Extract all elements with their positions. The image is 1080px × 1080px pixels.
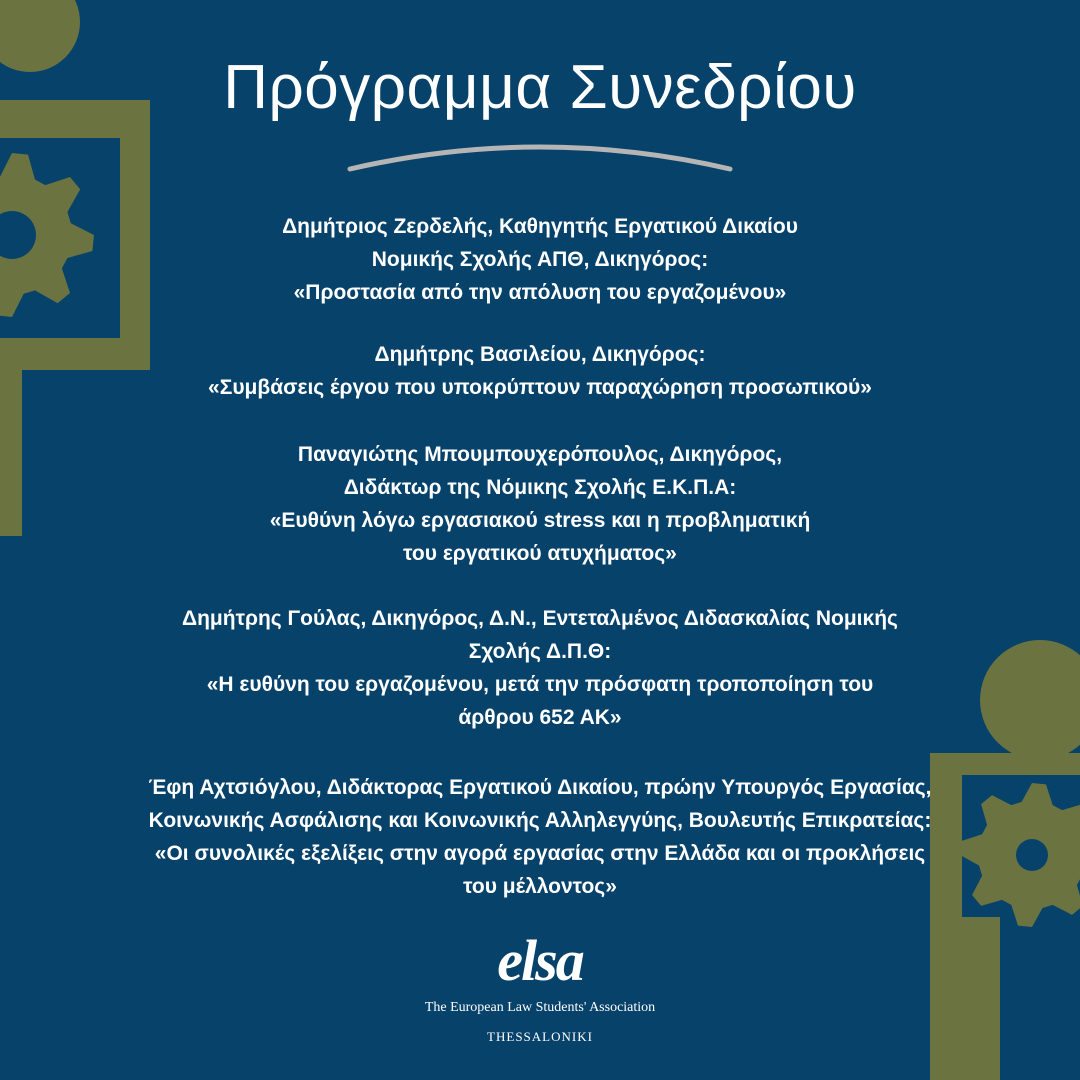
elsa-logo [390, 930, 690, 1046]
talk-title: «Προστασία από την απόλυση του εργαζομένου» [293, 281, 787, 304]
speaker-block [80, 338, 1000, 404]
speaker-block [80, 438, 1000, 570]
speaker-line: Δημήτρης Βασιλείου, Δικηγόρος: [374, 343, 706, 366]
speaker-line: Παναγιώτης Μπουμπουχερόπουλος, Δικηγόρος, [297, 443, 783, 466]
speaker-block [80, 210, 1000, 309]
leg-shape [0, 370, 22, 536]
title-underline-arc [340, 135, 740, 175]
speaker-line: Σχολής Δ.Π.Θ: [468, 640, 612, 663]
talk-title: «Η ευθύνη του εργαζομένου, μετά την πρόσφατη τροποποίηση του [206, 673, 874, 696]
logo-wordmark: elsa [497, 928, 583, 993]
speaker-block [80, 602, 1000, 734]
speaker-line: Διδάκτωρ της Νόμικης Σχολής Ε.Κ.Π.Α: [343, 476, 737, 499]
gear-hole [1016, 839, 1048, 871]
talk-title: «Συμβάσεις έργου που υποκρύπτουν παραχώρηση προσωπικού» [208, 376, 872, 399]
logo-subtitle: The European Law Students' Association [424, 1000, 656, 1015]
talk-title: του εργατικού ατυχήματος» [403, 542, 677, 565]
talk-title: άρθρου 652 ΑΚ» [458, 706, 622, 729]
talk-title: του μέλλοντος» [463, 875, 617, 898]
logo-city: THESSALONIKI [487, 1029, 593, 1044]
talk-title: «Οι συνολικές εξελίξεις στην αγορά εργασίας στην Ελλάδα και οι προκλήσεις [154, 842, 926, 865]
speaker-block [80, 771, 1000, 903]
speaker-line: Κοινωνικής Ασφάλισης και Κοινωνικής Αλληλεγγύης, Βουλευτής Επικρατείας: [148, 809, 932, 832]
speaker-line: Δημήτριος Ζερδελής, Καθηγητής Εργατικού Δικαίου [282, 215, 798, 238]
leg-gap-shape [1000, 917, 1080, 1080]
speaker-line: Έφη Αχτσιόγλου, Διδάκτορας Εργατικού Δικαίου, πρώην Υπουργός Εργασίας, [148, 776, 932, 799]
page-title: Πρόγραμμα Συνεδρίου [223, 53, 857, 122]
talk-title: «Ευθύνη λόγω εργασιακού stress και η προβληματική [269, 509, 811, 532]
speaker-line: Νομικής Σχολής ΑΠΘ, Δικηγόρος: [371, 248, 709, 271]
speaker-line: Δημήτρης Γούλας, Δικηγόρος, Δ.Ν., Εντεταλμένος Διδασκαλίας Νομικής [182, 607, 898, 630]
